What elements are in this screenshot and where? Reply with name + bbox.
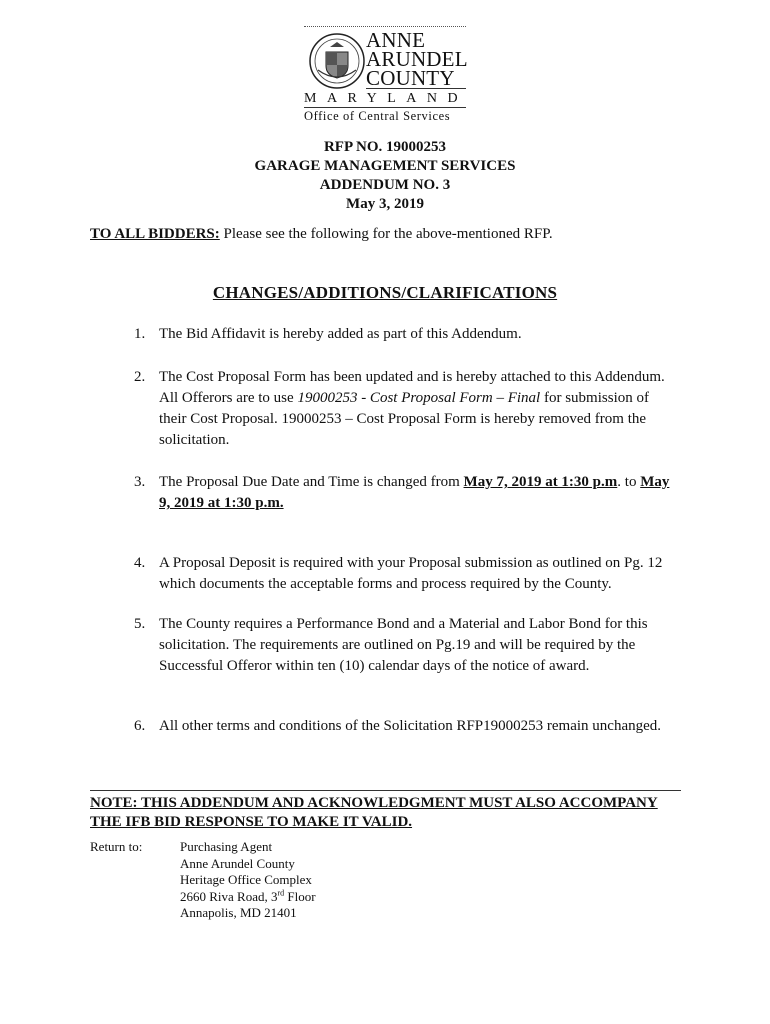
county-name-line-1: ANNE	[366, 28, 426, 52]
rfp-number: RFP NO. 19000253	[323, 139, 447, 155]
form-name: 19000253 - Cost Proposal Form – Final	[297, 390, 541, 406]
county-name-rule	[366, 88, 466, 89]
county-name-line-3: COUNTY	[366, 66, 455, 90]
address-line-1: Purchasing Agent	[180, 839, 273, 854]
item-text	[159, 472, 679, 514]
return-address	[180, 839, 430, 922]
item-text: The County requires a Performance Bond and a Material and Labor Bond for this solicitation. The requirements are outlined on Pg.19 and will be required by the Successful Offeror within ten (10) calendar days of the notice of award.	[159, 616, 648, 674]
note-line-2: THE IFB BID RESPONSE TO MAKE IT VALID.	[90, 814, 413, 830]
item-number: 3.	[134, 474, 146, 490]
item-number: 2.	[134, 369, 146, 385]
note-line-1: NOTE: THIS ADDENDUM AND ACKNOWLEDGMENT MUST ALSO ACCOMPANY	[90, 795, 658, 811]
item-text: The Bid Affidavit is hereby added as part of this Addendum.	[159, 326, 522, 342]
to-bidders-label: TO ALL BIDDERS:	[90, 226, 220, 242]
addendum-date: May 3, 2019	[346, 196, 424, 212]
address-line-3: Heritage Office Complex	[180, 872, 312, 887]
address-line-4	[180, 889, 430, 906]
old-due-date: May 7, 2019 at 1:30 p.m	[463, 474, 618, 490]
address-street: 2660 Riva Road, 3	[180, 888, 278, 904]
section-title: CHANGES/ADDITIONS/CLARIFICATIONS	[212, 283, 558, 302]
new-due-date: May 9, 2019 at 1:30 p.m.	[159, 474, 670, 511]
to-bidders-line	[90, 226, 553, 243]
item-number: 5.	[134, 616, 146, 632]
to-bidders-text: Please see the following for the above-mentioned RFP.	[223, 226, 553, 242]
item-number: 4.	[134, 555, 146, 571]
letterhead	[304, 20, 474, 123]
item-text-part: The Cost Proposal Form has been updated and is hereby attached to this Addendum. All Offerors are to use	[159, 369, 665, 406]
county-seal-icon	[308, 32, 366, 90]
floor-ordinal: rd	[277, 888, 285, 898]
note-block	[90, 794, 690, 832]
address-line-2: Anne Arundel County	[180, 855, 295, 871]
item-text-part: for submission of their Cost Proposal. 19000253 – Cost Proposal Form is hereby removed from the solicitation.	[159, 390, 649, 448]
addendum-number: ADDENDUM NO. 3	[319, 177, 451, 193]
office-name: Office of Central Services	[304, 109, 451, 123]
item-text: All other terms and conditions of the Solicitation RFP19000253 remain unchanged.	[159, 718, 662, 734]
address-line-5: Annapolis, MD 21401	[180, 905, 297, 920]
project-title: GARAGE MANAGEMENT SERVICES	[254, 158, 516, 174]
item-text: A Proposal Deposit is required with your Proposal submission as outlined on Pg. 12 which documents the acceptable forms and process required by the County.	[159, 555, 663, 592]
item-text-part: . to	[617, 474, 641, 490]
letterhead-top-rule	[304, 26, 466, 27]
county-name-line-2: ARUNDEL	[366, 47, 468, 71]
item-number: 6.	[134, 718, 146, 734]
item-text	[159, 367, 679, 451]
state-name: MARYLAND	[304, 91, 469, 106]
return-to-label: Return to:	[90, 839, 143, 854]
item-text-part: The Proposal Due Date and Time is changed from	[159, 474, 464, 490]
addendum-heading	[0, 138, 770, 214]
item-number: 1.	[134, 326, 146, 342]
state-rule	[304, 107, 466, 108]
note-rule	[90, 790, 681, 791]
address-floor: Floor	[284, 888, 316, 904]
